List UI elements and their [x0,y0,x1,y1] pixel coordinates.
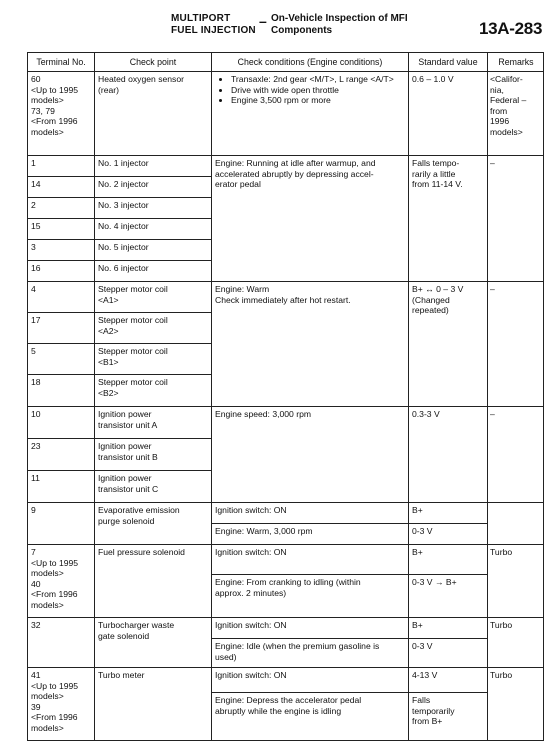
standard-cell: 0-3 V → B+ [409,575,488,618]
header-topic-subtitle: Components [271,25,333,36]
terminal-cell: 9 [28,503,95,545]
inspection-table [27,52,544,741]
terminal-cell: 1 [28,156,95,177]
checkpoint-cell: No. 4 injector [95,219,212,240]
remarks-cell: – [488,282,544,407]
checkpoint-cell: Turbo meter [95,668,212,741]
conditions-cell: Engine: Running at idle after warmup, and accelerated abruptly by depressing accel- erator pedal [212,156,409,282]
terminal-cell: 4 [28,282,95,313]
checkpoint-cell: No. 2 injector [95,177,212,198]
terminal-cell: 5 [28,344,95,375]
checkpoint-cell: Fuel pressure solenoid [95,545,212,618]
conditions-cell: Engine: Depress the accelerator pedal abruptly while the engine is idling [212,693,409,741]
column-header-conditions: Check conditions (Engine conditions) [212,53,409,72]
terminal-cell: 18 [28,375,95,407]
terminal-cell: 2 [28,198,95,219]
conditions-cell: Ignition switch: ON [212,503,409,524]
condition-item: • Engine 3,500 rpm or more [231,95,405,106]
terminal-cell: 14 [28,177,95,198]
table-header-row [28,53,544,72]
conditions-cell: Engine speed: 3,000 rpm [212,407,409,503]
table-row [28,156,544,177]
table-row [28,503,544,524]
terminal-cell: 41 <Up to 1995 models> 39 <From 1996 models> [28,668,95,741]
terminal-cell: 11 [28,471,95,503]
checkpoint-cell: No. 1 injector [95,156,212,177]
standard-cell: B+ ↔ 0 – 3 V (Changed repeated) [409,282,488,407]
terminal-cell: 23 [28,439,95,471]
conditions-cell: Ignition switch: ON [212,545,409,575]
column-header-terminal: Terminal No. [28,53,95,72]
header-topic-title: On-Vehicle Inspection of MFI [271,13,408,24]
standard-cell: B+ [409,618,488,639]
header-section-title: MULTIPORT [171,13,231,24]
column-header-checkpoint: Check point [95,53,212,72]
terminal-cell: 16 [28,261,95,282]
checkpoint-cell: Ignition power transistor unit A [95,407,212,439]
standard-cell: 0.3-3 V [409,407,488,503]
conditions-cell: Ignition switch: ON [212,618,409,639]
table-row [28,668,544,693]
terminal-cell: 32 [28,618,95,668]
standard-cell: Falls temporarily from B+ [409,693,488,741]
remarks-cell: Turbo [488,545,544,618]
condition-item: • Transaxle: 2nd gear <M/T>, L range <A/T> [231,74,405,85]
conditions-cell: Ignition switch: ON [212,668,409,693]
remarks-cell [488,503,544,545]
table-row [28,618,544,639]
checkpoint-cell: Stepper motor coil <A1> [95,282,212,313]
conditions-list [215,74,405,106]
checkpoint-cell: No. 5 injector [95,240,212,261]
column-header-standard: Standard value [409,53,488,72]
table-row [28,72,544,156]
standard-cell: 0.6 – 1.0 V [409,72,488,156]
checkpoint-cell: Stepper motor coil <B1> [95,344,212,375]
conditions-cell: Engine: Warm Check immediately after hot restart. [212,282,409,407]
standard-cell: 0-3 V [409,524,488,545]
checkpoint-cell: Evaporative emission purge solenoid [95,503,212,545]
remarks-cell: <Califor- nia, Federal – from 1996 models> [488,72,544,156]
column-header-remarks: Remarks [488,53,544,72]
terminal-cell: 60 <Up to 1995 models> 73, 79 <From 1996 models> [28,72,95,156]
checkpoint-cell: No. 3 injector [95,198,212,219]
condition-item: • Drive with wide open throttle [231,85,405,96]
terminal-cell: 15 [28,219,95,240]
checkpoint-cell: Heated oxygen sensor (rear) [95,72,212,156]
checkpoint-cell: Turbocharger waste gate solenoid [95,618,212,668]
remarks-cell: – [488,156,544,282]
table-row [28,545,544,575]
table-row [28,407,544,439]
checkpoint-cell: Ignition power transistor unit B [95,439,212,471]
terminal-cell: 3 [28,240,95,261]
page-header [0,0,557,50]
standard-cell: 4-13 V [409,668,488,693]
conditions-cell: Engine: Idle (when the premium gasoline is used) [212,639,409,668]
conditions-cell: Engine: Warm, 3,000 rpm [212,524,409,545]
standard-cell: B+ [409,545,488,575]
checkpoint-cell: Ignition power transistor unit C [95,471,212,503]
header-section-subtitle: FUEL INJECTION [171,25,256,36]
table-row [28,282,544,313]
remarks-cell: – [488,407,544,503]
conditions-cell [212,72,409,156]
remarks-cell: Turbo [488,668,544,741]
standard-cell: B+ [409,503,488,524]
terminal-cell: 10 [28,407,95,439]
terminal-cell: 7 <Up to 1995 models> 40 <From 1996 models> [28,545,95,618]
conditions-cell: Engine: From cranking to idling (within approx. 2 minutes) [212,575,409,618]
remarks-cell: Turbo [488,618,544,668]
checkpoint-cell: No. 6 injector [95,261,212,282]
standard-cell: Falls tempo- rarily a little from 11-14 V. [409,156,488,282]
page-number: 13A-283 [479,19,543,38]
checkpoint-cell: Stepper motor coil <B2> [95,375,212,407]
header-dash: – [259,13,267,29]
checkpoint-cell: Stepper motor coil <A2> [95,313,212,344]
terminal-cell: 17 [28,313,95,344]
standard-cell: 0-3 V [409,639,488,668]
